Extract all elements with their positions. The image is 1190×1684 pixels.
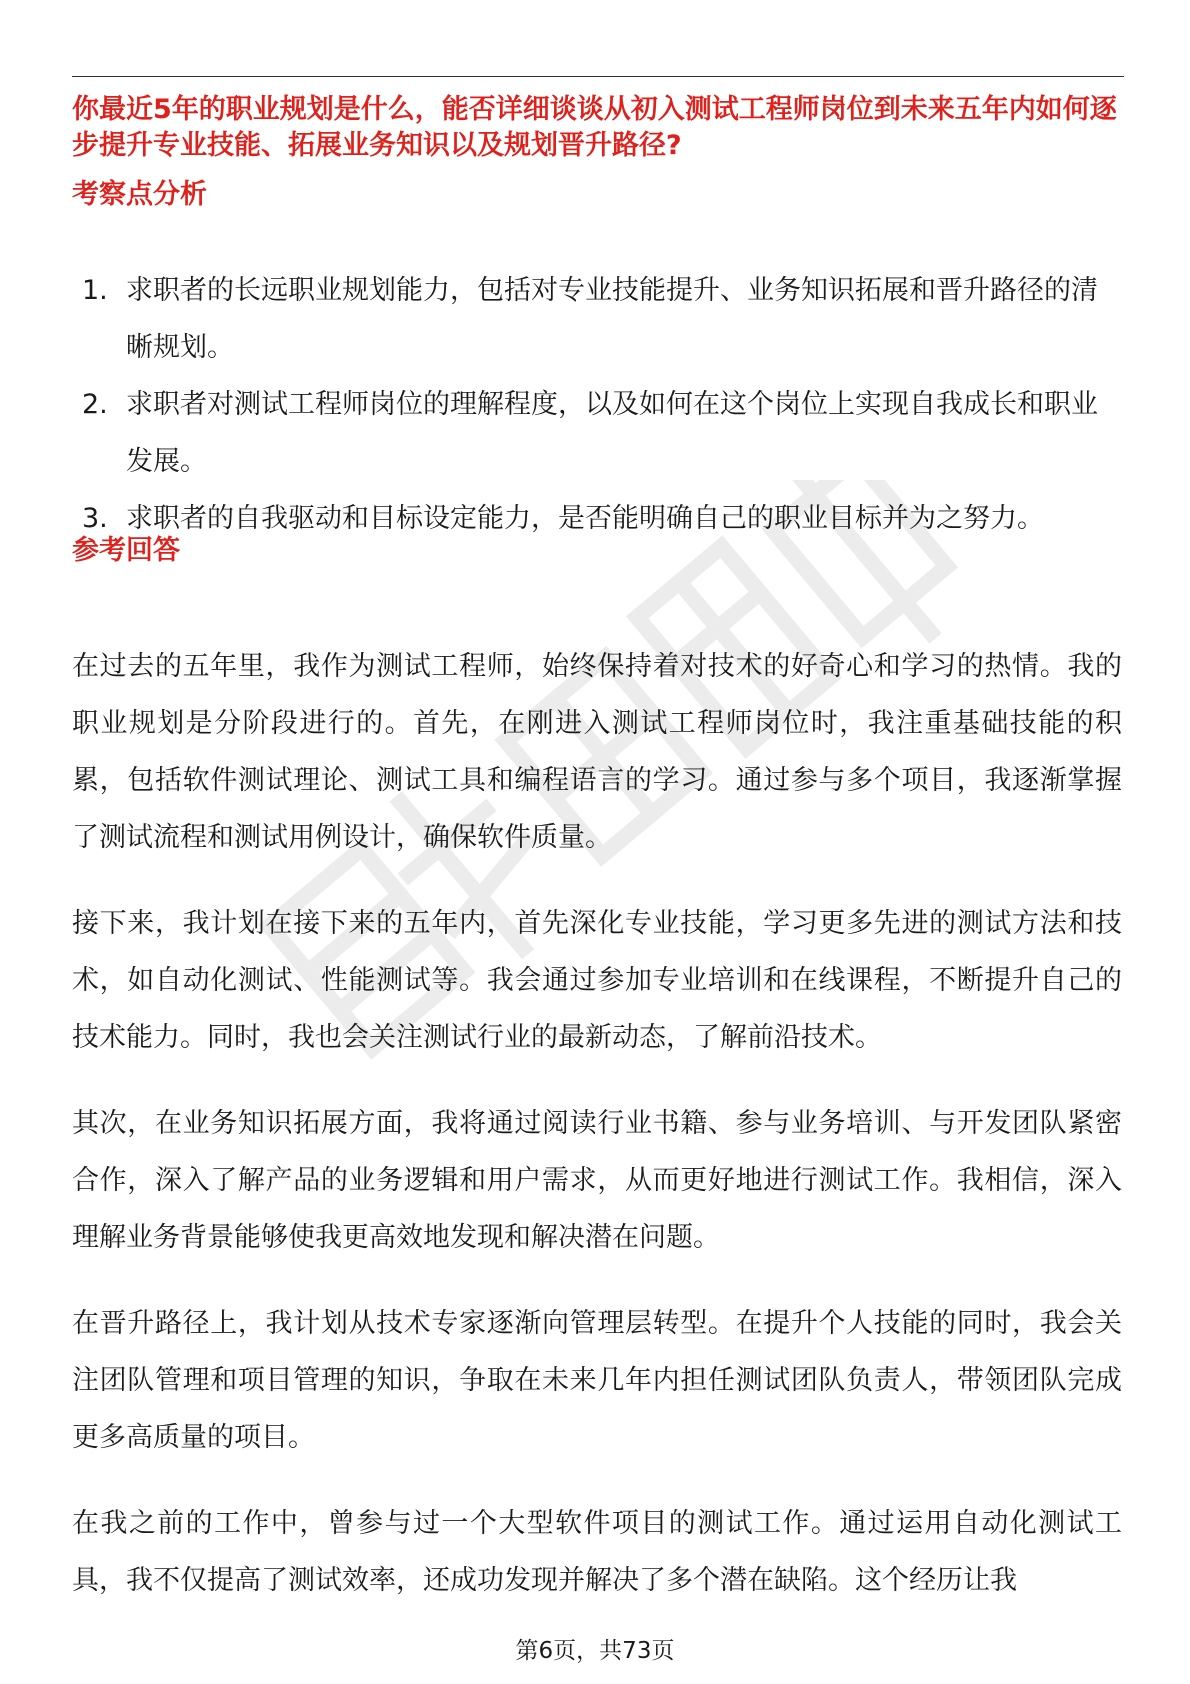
analysis-points-list xyxy=(82,262,1122,547)
list-item-text: 求职者的自我驱动和目标设定能力，是否能明确自己的职业目标并为之努力。 xyxy=(126,503,1044,534)
answer-paragraph: 在我之前的工作中，曾参与过一个大型软件项目的测试工作。通过运用自动化测试工具，我不仅提高了测试效率，还成功发现并解决了多个潜在缺陷。这个经历让我 xyxy=(72,1508,1122,1596)
list-item-number: 2. xyxy=(82,389,108,420)
answer-paragraph: 其次，在业务知识拓展方面，我将通过阅读行业书籍、参与业务培训、与开发团队紧密合作，深入了解产品的业务逻辑和用户需求，从而更好地进行测试工作。我相信，深入理解业务背景能够使我更高效地发现和解决潜在问题。 xyxy=(72,1108,1122,1253)
header-rule xyxy=(72,76,1124,77)
list-item-number: 3. xyxy=(82,503,108,534)
list-item-text: 求职者的长远职业规划能力，包括对专业技能提升、业务知识拓展和晋升路径的清晰规划。 xyxy=(126,275,1098,363)
answer-body xyxy=(72,638,1122,1638)
answer-paragraph: 在过去的五年里，我作为测试工程师，始终保持着对技术的好奇心和学习的热情。我的职业规划是分阶段进行的。首先，在刚进入测试工程师岗位时，我注重基础技能的积累，包括软件测试理论、测试工具和编程语言的学习。通过参与多个项目，我逐渐掌握了测试流程和测试用例设计，确保软件质量。 xyxy=(72,651,1122,853)
list-item-text: 求职者对测试工程师岗位的理解程度，以及如何在这个岗位上实现自我成长和职业发展。 xyxy=(126,389,1098,477)
answer-paragraph: 接下来，我计划在接下来的五年内，首先深化专业技能，学习更多先进的测试方法和技术，如自动化测试、性能测试等。我会通过参加专业培训和在线课程，不断提升自己的技术能力。同时，我也会关注测试行业的最新动态，了解前沿技术。 xyxy=(72,908,1122,1053)
question-title: 你最近5年的职业规划是什么，能否详细谈谈从初入测试工程师岗位到未来五年内如何逐步提升专业技能、拓展业务知识以及规划晋升路径? xyxy=(72,94,1117,161)
page-number: 第6页，共73页 xyxy=(515,1638,675,1664)
list-item-number: 1. xyxy=(82,275,108,306)
list-item xyxy=(82,376,1122,490)
answer-paragraph: 在晋升路径上，我计划从技术专家逐渐向管理层转型。在提升个人技能的同时，我会关注团队管理和项目管理的知识，争取在未来几年内担任测试团队负责人，带领团队完成更多高质量的项目。 xyxy=(72,1308,1122,1453)
answer-heading: 参考回答 xyxy=(72,535,180,566)
list-item xyxy=(82,490,1122,547)
analysis-heading: 考察点分析 xyxy=(72,179,207,210)
list-item xyxy=(82,262,1122,376)
